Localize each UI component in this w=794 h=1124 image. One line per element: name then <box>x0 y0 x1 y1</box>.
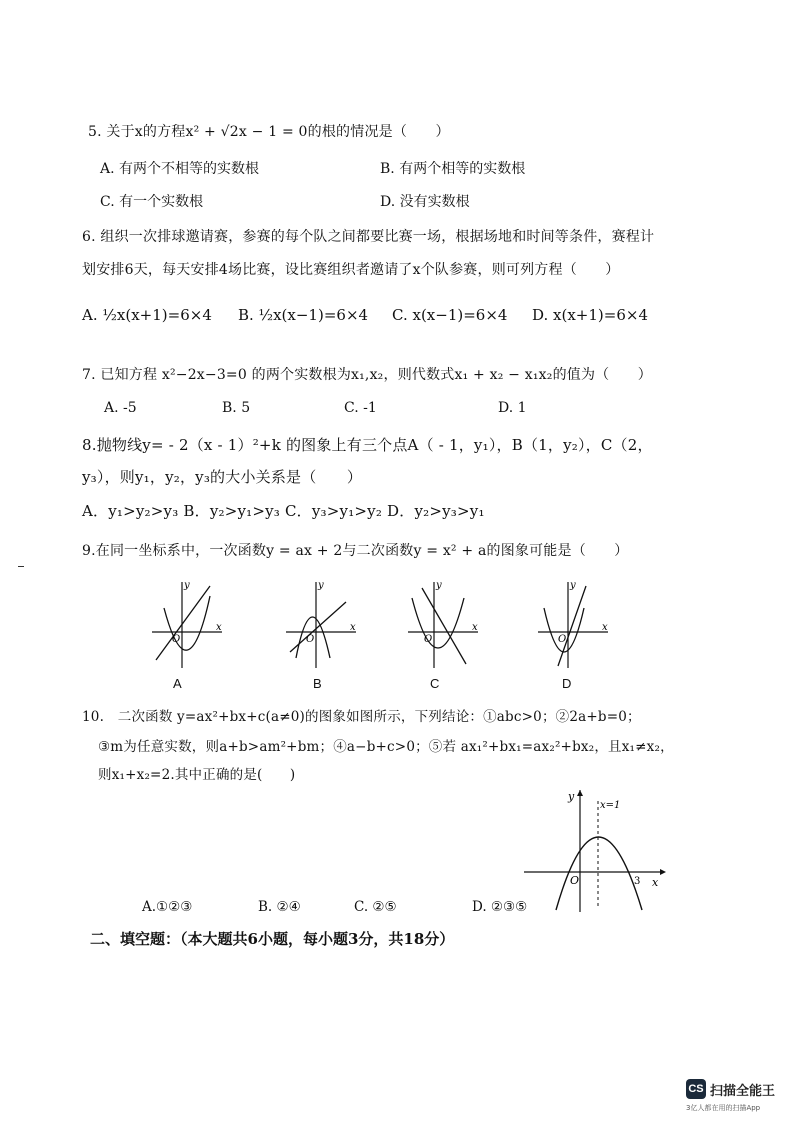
q9-graph-b <box>282 578 362 670</box>
q9-graph-a-o: O <box>172 634 181 645</box>
q9-graph-a <box>148 578 228 670</box>
section-two-heading: 二、填空题：（本大题共6小题，每小题3分，共18分） <box>90 930 455 948</box>
q7-stem: 7. 已知方程 x²−2x−3=0 的两个实数根为x₁,x₂，则代数式x₁ + x₂ − x₁x₂的值为（ ） <box>82 367 652 383</box>
q10-graph-x: x <box>652 876 659 889</box>
q9-graph-c-label: C <box>430 676 440 691</box>
q10-line1: 10. 二次函数 y=ax²+bx+c(a≠0)的图象如图所示，下列结论：①abc>0；②2a+b=0； <box>82 709 641 725</box>
q10-graph-root: 3 <box>634 876 641 887</box>
q6-option-b: B. ½x(x−1)=6×4 <box>238 306 369 324</box>
q10-option-c: C. ②⑤ <box>354 899 397 915</box>
q6-stem-line2: 划安排6天，每天安排4场比赛，设比赛组织者邀请了x个队参赛，则可列方程（ ） <box>82 262 620 278</box>
q9-graph-b-x: x <box>350 622 356 633</box>
q9-graph-c-o: O <box>424 634 433 645</box>
q10-graph-y: y <box>568 790 575 803</box>
q10-option-b: B. ②④ <box>258 899 301 915</box>
q9-graph-d-y: y <box>570 580 576 591</box>
scanner-logo-icon: CS <box>686 1079 706 1099</box>
q6-option-a: A. ½x(x+1)=6×4 <box>82 306 212 324</box>
q10-graph-axis-label: x=1 <box>600 800 621 811</box>
q10-line3: 则x₁+x₂=2.其中正确的是( ) <box>98 767 296 783</box>
q9-graph-b-o: O <box>306 634 315 645</box>
q6-option-c: C. x(x−1)=6×4 <box>392 306 508 324</box>
q9-graph-c-x: x <box>472 622 478 633</box>
q9-graph-c-y: y <box>436 580 442 591</box>
q8-stem-line1: 8.抛物线y= - 2（x - 1）²+k 的图象上有三个点A（ - 1，y₁），B（1，y₂），C（2， <box>82 436 653 454</box>
q10-graph-o: O <box>570 874 580 887</box>
scanner-watermark <box>686 1079 786 1119</box>
q9-graph-c <box>404 578 484 670</box>
scanner-name: 扫描全能王 <box>710 1084 776 1099</box>
q8-stem-line2: y₃），则y₁，y₂，y₃的大小关系是（ ） <box>82 468 363 486</box>
q9-graph-d-o: O <box>558 634 567 645</box>
q10-option-d: D. ②③⑤ <box>472 899 528 915</box>
q7-option-d: D. 1 <box>498 400 527 416</box>
q9-graph-d <box>534 578 614 670</box>
q9-graph-a-y: y <box>184 580 190 591</box>
scan-mark <box>18 566 24 567</box>
q5-option-a: A. 有两个不相等的实数根 <box>100 161 260 177</box>
q9-graph-b-y: y <box>318 580 324 591</box>
q9-stem: 9.在同一坐标系中，一次函数y = ax + 2与二次函数y = x² + a的图象可能是（ ） <box>82 543 629 559</box>
q7-option-b: B. 5 <box>222 400 251 416</box>
q5-option-b: B. 有两个相等的实数根 <box>380 161 526 177</box>
q9-graph-a-x: x <box>216 622 222 633</box>
q5-option-d: D. 没有实数根 <box>380 194 470 210</box>
q6-option-d: D. x(x+1)=6×4 <box>532 306 648 324</box>
scanner-tagline: 3亿人都在用的扫描App <box>686 1104 761 1112</box>
q9-graph-a-label: A <box>173 676 182 691</box>
q10-graph <box>520 786 670 916</box>
q9-graph-d-label: D <box>562 676 572 691</box>
q9-graph-d-x: x <box>602 622 608 633</box>
q7-option-a: A. -5 <box>104 400 137 416</box>
q10-option-a: A.①②③ <box>142 899 193 915</box>
q6-stem-line1: 6. 组织一次排球邀请赛，参赛的每个队之间都要比赛一场，根据场地和时间等条件，赛程计 <box>82 229 655 245</box>
q9-graph-b-label: B <box>313 676 322 691</box>
q5-stem: 5. 关于x的方程x² + √2x − 1 = 0的根的情况是（ ） <box>88 124 450 140</box>
q5-option-c: C. 有一个实数根 <box>100 194 204 210</box>
q10-line2: ③m为任意实数，则a+b>am²+bm；④a−b+c>0；⑤若 ax₁²+bx₁=ax₂²+bx₂，且x₁≠x₂， <box>98 739 674 755</box>
q8-options: A．y₁>y₂>y₃ B．y₂>y₁>y₃ C．y₃>y₁>y₂ D．y₂>y₃>y₁ <box>82 502 485 520</box>
q7-option-c: C. -1 <box>344 400 377 416</box>
